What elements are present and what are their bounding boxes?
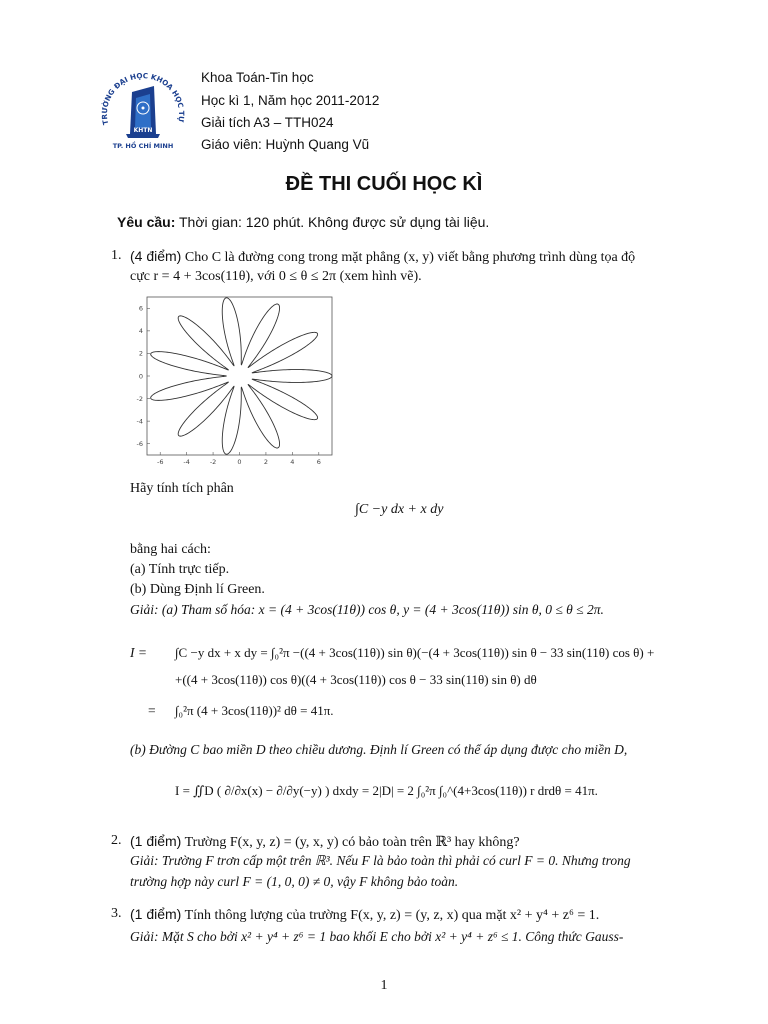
x-tick-label: -4 [183, 458, 190, 466]
rose-curve-plot [128, 292, 346, 470]
x-tick-label: -2 [209, 458, 217, 466]
x-tick-label: -6 [156, 458, 164, 466]
y-tick-label: -6 [136, 440, 143, 449]
plot-frame [147, 297, 332, 455]
q2-number: 2. [111, 833, 122, 848]
q1-statement-line2: cực r = 4 + 3cos(11θ), với 0 ≤ θ ≤ 2π (xem hình vẽ). [130, 269, 422, 284]
q1-methods-intro: bằng hai cách: [130, 542, 211, 557]
q1-solution-b: (b) Đường C bao miền D theo chiều dương. Định lí Green có thể áp dụng được cho miền D, [130, 742, 628, 757]
x-tick-label: 4 [290, 458, 295, 466]
q1-number: 1. [111, 248, 122, 263]
x-tick-label: 6 [316, 458, 321, 466]
requirement [117, 214, 489, 230]
q1-eq4: I = ∬D ( ∂/∂x(x) − ∂/∂y(−y) ) dxdy = 2|D| = 2 ∫₀²π ∫₀^(4+3cos(11θ)) r drdθ = 41π. [175, 783, 598, 798]
q1-text1: Cho C là đường cong trong mặt phẳng (x, y) viết bằng phương trình dùng tọa độ [181, 250, 636, 265]
q1-ask: Hãy tính tích phân [130, 481, 234, 496]
q1-solution-a: Giải: (a) Tham số hóa: x = (4 + 3cos(11θ)) cos θ, y = (4 + 3cos(11θ)) sin θ, 0 ≤ θ ≤ 2π. [130, 602, 604, 617]
q3-number: 3. [111, 906, 122, 921]
university-logo [96, 68, 190, 158]
page-number: 1 [380, 978, 388, 993]
requirement-label: Yêu cầu: [117, 214, 176, 230]
q1-method-b: (b) Dùng Định lí Green. [130, 582, 265, 597]
q1-statement-line1 [130, 248, 635, 266]
q2-statement [130, 833, 520, 851]
header-course: Giải tích A3 – TTH024 [201, 115, 334, 130]
q3-points: (1 điểm) [130, 906, 182, 922]
header-faculty: Khoa Toán-Tin học [201, 70, 314, 85]
q1-eq1: ∫C −y dx + x dy = ∫₀²π −((4 + 3cos(11θ)) sin θ)(−(4 + 3cos(11θ)) sin θ − 33 sin(11θ) cos θ) + [175, 645, 655, 660]
q2-solution-line2: trường hợp này curl F = (1, 0, 0) ≠ 0, vậy F không bảo toàn. [130, 874, 459, 889]
q2-text: Trường F(x, y, z) = (y, x, y) có bảo toàn trên ℝ³ hay không? [181, 835, 520, 850]
header-teacher: Giáo viên: Huỳnh Quang Vũ [201, 137, 370, 152]
logo-center-text: KHTN [133, 127, 153, 134]
y-tick-label: -4 [136, 417, 143, 426]
q1-integral: ∫C −y dx + x dy [355, 502, 444, 517]
q1-eq3: ∫₀²π (4 + 3cos(11θ))² dθ = 41π. [175, 703, 334, 718]
logo-arc-text: TRƯỜNG ĐẠI HỌC KHOA HỌC TỰ [99, 71, 187, 126]
x-tick-label: 2 [263, 458, 268, 466]
y-tick-label: -2 [136, 394, 143, 403]
q2-solution-line1: Giải: Trường F trơn cấp một trên ℝ³. Nếu F là bảo toàn thì phải có curl F = 0. Nhưng trong [130, 853, 631, 868]
q1-eq3-lhs: = [148, 703, 156, 718]
q2-points: (1 điểm) [130, 833, 182, 849]
rose-curve-figure [128, 292, 346, 470]
x-tick-label: 0 [237, 458, 242, 466]
page-title: ĐỀ THI CUỐI HỌC KÌ [285, 173, 483, 195]
q1-points: (4 điểm) [130, 248, 182, 264]
q3-text: Tính thông lượng của trường F(x, y, z) = (y, z, x) qua mặt x² + y⁴ + z⁶ = 1. [181, 908, 600, 923]
q1-eq2: +((4 + 3cos(11θ)) cos θ)((4 + 3cos(11θ)) cos θ − 33 sin(11θ) sin θ) dθ [175, 672, 537, 687]
y-tick-label: 4 [138, 327, 143, 336]
requirement-text: Thời gian: 120 phút. Không được sử dụng tài liệu. [175, 214, 490, 230]
q1-method-a: (a) Tính trực tiếp. [130, 562, 230, 577]
q3-statement [130, 906, 599, 924]
q1-eq1-lhs: I = [130, 645, 147, 660]
y-tick-label: 2 [138, 349, 143, 358]
y-tick-label: 6 [138, 304, 143, 313]
q3-solution-line1: Giải: Mặt S cho bởi x² + y⁴ + z⁶ = 1 bao khối E cho bởi x² + y⁴ + z⁶ ≤ 1. Công thức Gauss- [130, 929, 624, 944]
logo-bottom-text: TP. HỒ CHÍ MINH [112, 142, 174, 150]
header-semester: Học kì 1, Năm học 2011-2012 [201, 93, 380, 108]
y-tick-label: 0 [138, 372, 143, 381]
